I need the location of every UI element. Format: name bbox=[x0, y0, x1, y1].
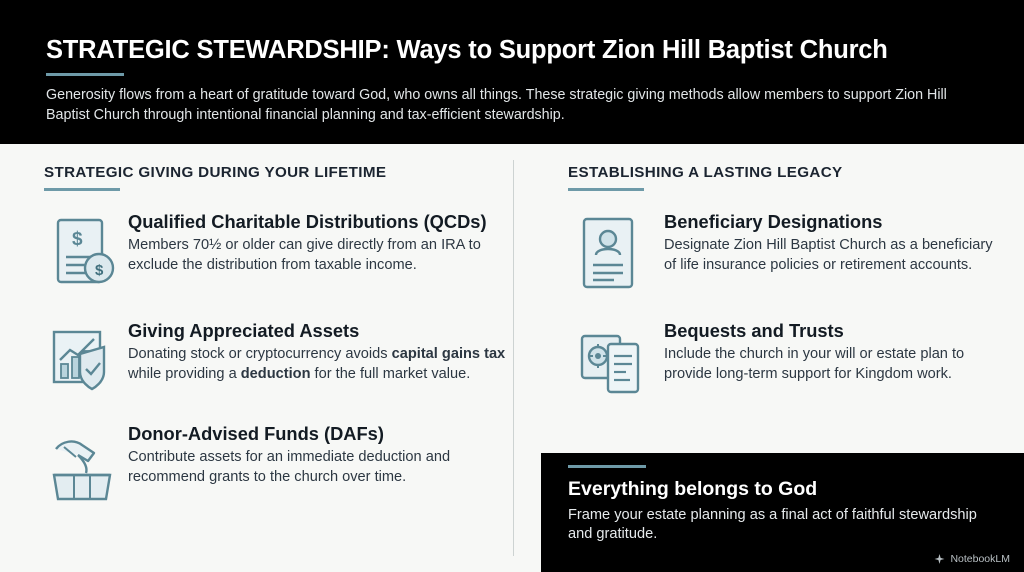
desc-segment-bold: deduction bbox=[240, 365, 311, 382]
item-title: Bequests and Trusts bbox=[664, 320, 844, 341]
icon-container bbox=[44, 320, 128, 405]
document-dollar-icon bbox=[52, 215, 120, 302]
icon-container bbox=[568, 320, 664, 407]
item-description: Designate Zion Hill Baptist Church as a beneficiary of life insurance policies or retirement accounts. bbox=[664, 237, 993, 273]
desc-segment-bold: capital gains tax bbox=[391, 346, 506, 363]
document-person-icon bbox=[578, 215, 640, 300]
item-text bbox=[128, 320, 511, 384]
closing-accent-rule bbox=[568, 465, 646, 468]
svg-text:$: $ bbox=[72, 229, 83, 250]
left-item-list bbox=[44, 211, 511, 510]
header-subtitle: Generosity flows from a heart of gratitude toward God, who owns all things. These strategic giving methods allow members to support Zion Hill Baptist Church through intentional financial planning and tax-efficient stewardship. bbox=[46, 87, 947, 124]
item-text bbox=[664, 211, 1002, 275]
closing-title: Everything belongs to God bbox=[568, 478, 818, 500]
item-text bbox=[664, 320, 1002, 384]
safe-document-icon bbox=[578, 324, 644, 407]
page-title: STRATEGIC STEWARDSHIP: Ways to Support Zion Hill Baptist Church bbox=[46, 36, 888, 64]
item-text bbox=[128, 423, 511, 487]
list-item bbox=[44, 423, 511, 510]
bar-chart-shield-icon bbox=[50, 324, 122, 405]
left-section-accent-rule bbox=[44, 188, 120, 191]
left-column bbox=[0, 144, 541, 572]
desc-segment: for the full market value. bbox=[310, 365, 471, 382]
item-description: Contribute assets for an immediate deduction and recommend grants to the church over time. bbox=[128, 449, 451, 485]
svg-text:$: $ bbox=[95, 262, 104, 279]
hand-donation-box-icon bbox=[48, 427, 124, 510]
item-title: Donor-Advised Funds (DAFs) bbox=[128, 423, 384, 444]
item-text bbox=[128, 211, 511, 275]
right-item-list bbox=[568, 211, 1002, 407]
desc-segment: while providing a bbox=[128, 365, 241, 382]
icon-container bbox=[44, 423, 128, 510]
desc-segment: Donating stock or cryptocurrency avoids bbox=[128, 346, 392, 363]
list-item bbox=[568, 211, 1002, 300]
closing-description: Frame your estate planning as a final act of faithful stewardship and gratitude. bbox=[568, 507, 977, 543]
item-description: Include the church in your will or estate plan to provide long-term support for Kingdom work. bbox=[664, 346, 965, 382]
list-item bbox=[44, 320, 511, 405]
right-section-title: ESTABLISHING A LASTING LEGACY bbox=[568, 164, 843, 181]
header-accent-rule bbox=[46, 73, 124, 76]
header bbox=[0, 0, 1024, 144]
list-item bbox=[568, 320, 1002, 407]
footer-brand-label: NotebookLM bbox=[950, 553, 1010, 565]
item-title: Beneficiary Designations bbox=[664, 211, 883, 232]
footer-brand bbox=[934, 553, 1010, 565]
icon-container bbox=[568, 211, 664, 300]
item-description: Members 70½ or older can give directly from an IRA to exclude the distribution from taxable income. bbox=[128, 237, 481, 273]
item-title: Qualified Charitable Distributions (QCDs) bbox=[128, 211, 487, 232]
item-title: Giving Appreciated Assets bbox=[128, 320, 360, 341]
left-section-title: STRATEGIC GIVING DURING YOUR LIFETIME bbox=[44, 164, 387, 181]
icon-container bbox=[44, 211, 128, 302]
column-divider bbox=[513, 160, 514, 556]
list-item bbox=[44, 211, 511, 302]
notebooklm-sparkle-icon bbox=[934, 554, 945, 565]
item-description bbox=[128, 345, 511, 384]
right-section-accent-rule bbox=[568, 188, 644, 191]
